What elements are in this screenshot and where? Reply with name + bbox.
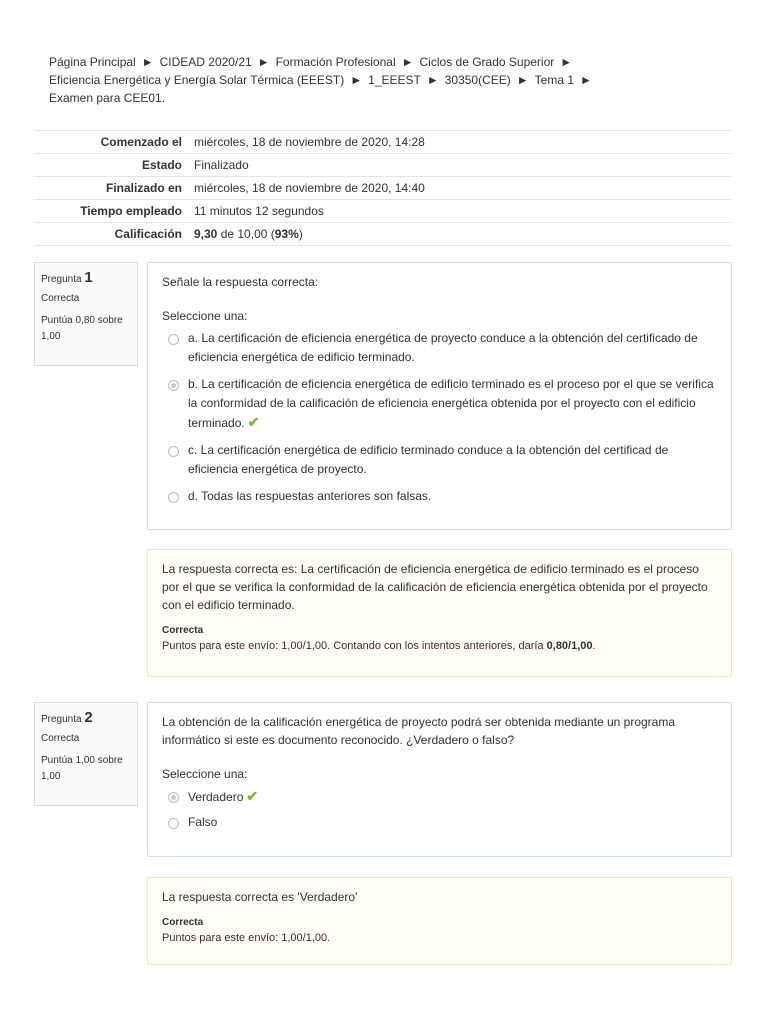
check-icon: ✔	[246, 788, 259, 804]
option-text: c. La certificación energética de edificio terminado conduce a la obtención del certificad de eficiencia energética de proyecto.	[188, 443, 669, 476]
radio-button[interactable]	[168, 446, 179, 457]
answer-option-true[interactable]	[162, 787, 717, 807]
breadcrumb-ciclos[interactable]: Ciclos de Grado Superior	[419, 55, 555, 69]
option-text: a. La certificación de eficiencia energética de proyecto conduce a la obtención del certificado de eficiencia energética de edificio terminado.	[188, 331, 698, 364]
question-number-value: 1	[84, 269, 93, 286]
points-bold: 0,80/1,00	[546, 640, 593, 652]
select-label: Seleccione una:	[162, 309, 248, 323]
correct-answer-text: La respuesta correcta es 'Verdadero'	[162, 890, 358, 904]
summary-row-started	[34, 131, 732, 154]
question-prompt: Señale la respuesta correcta:	[162, 275, 319, 289]
breadcrumb-cidead[interactable]: CIDEAD 2020/21	[159, 55, 252, 69]
question-state: Correcta	[41, 733, 80, 744]
points-text: Puntos para este envío: 1,00/1,00. Contando con los intentos anteriores, daría	[162, 640, 547, 652]
grade-close: )	[298, 227, 303, 241]
breadcrumb-separator-icon: ►	[350, 73, 363, 87]
summary-value: miércoles, 18 de noviembre de 2020, 14:28	[190, 131, 732, 154]
radio-button[interactable]	[168, 380, 179, 391]
radio-button[interactable]	[168, 334, 179, 345]
breadcrumb	[49, 53, 689, 107]
question-number	[41, 269, 131, 289]
question-grade: Puntúa 0,80 sobre 1,00	[41, 315, 123, 342]
summary-row-finished	[34, 177, 732, 200]
question-prefix: Pregunta	[41, 714, 82, 725]
breadcrumb-course[interactable]: Eficiencia Energética y Energía Solar Térmica (EEEST)	[49, 73, 345, 87]
question-2-feedback	[147, 877, 732, 965]
option-text: Verdadero	[188, 790, 244, 804]
feedback-state: Correcta	[162, 917, 204, 928]
summary-label: Finalizado en	[34, 177, 190, 200]
check-icon: ✔	[247, 414, 260, 430]
summary-row-state	[34, 154, 732, 177]
breadcrumb-separator-icon: ►	[516, 73, 529, 87]
option-text: b. La certificación de eficiencia energética de edificio terminado es el proceso por el que se verifica la conformidad de la calificación de eficiencia energética obtenida por el proyecto con el edificio terminado.	[188, 377, 714, 430]
radio-button[interactable]	[168, 818, 179, 829]
breadcrumb-home[interactable]: Página Principal	[49, 55, 136, 69]
summary-label: Estado	[34, 154, 190, 177]
grade-score: 9,30	[194, 227, 218, 241]
question-state: Correcta	[41, 293, 80, 304]
question-prefix: Pregunta	[41, 274, 82, 285]
question-prompt: La obtención de la calificación energética de proyecto podrá ser obtenida mediante un programa informático si este es documento reconocido. ¿Verdadero o falso?	[162, 715, 675, 747]
select-label: Seleccione una:	[162, 767, 248, 781]
question-1-content	[147, 262, 732, 530]
breadcrumb-separator-icon: ►	[401, 55, 414, 69]
breadcrumb-fp[interactable]: Formación Profesional	[275, 55, 396, 69]
question-number-value: 2	[84, 709, 93, 726]
breadcrumb-separator-icon: ►	[141, 55, 154, 69]
feedback-state: Correcta	[162, 625, 204, 636]
summary-label: Calificación	[34, 223, 190, 246]
correct-answer-text: La respuesta correcta es: La certificación de eficiencia energética de edificio terminado es el proceso por el que se verifica la conformidad de la calificación de eficiencia energética obtenida por el proyecto con el edificio terminado.	[162, 562, 708, 612]
radio-button[interactable]	[168, 492, 179, 503]
answer-option-a[interactable]	[162, 329, 717, 367]
summary-value: 11 minutos 12 segundos	[190, 200, 732, 223]
feedback-points	[162, 638, 717, 654]
attempt-summary-table	[34, 130, 732, 246]
breadcrumb-tema[interactable]: Tema 1	[534, 73, 575, 87]
question-grade: Puntúa 1,00 sobre 1,00	[41, 755, 123, 782]
summary-value: Finalizado	[190, 154, 732, 177]
question-2-content	[147, 702, 732, 857]
summary-value: miércoles, 18 de noviembre de 2020, 14:40	[190, 177, 732, 200]
breadcrumb-cee[interactable]: 30350(CEE)	[444, 73, 511, 87]
breadcrumb-separator-icon: ►	[580, 73, 592, 87]
feedback-points: Puntos para este envío: 1,00/1,00.	[162, 932, 331, 944]
answer-option-c[interactable]	[162, 441, 717, 479]
grade-percent: 93%	[274, 227, 299, 241]
question-number	[41, 709, 131, 729]
grade-of: de 10,00 (	[220, 227, 275, 241]
grade-value	[190, 223, 732, 246]
answer-option-d[interactable]	[162, 487, 717, 506]
question-1-info	[34, 262, 138, 366]
breadcrumb-separator-icon: ►	[426, 73, 439, 87]
breadcrumb-exam[interactable]: Examen para CEE01.	[49, 91, 166, 105]
question-1-feedback	[147, 549, 732, 677]
breadcrumb-separator-icon: ►	[257, 55, 270, 69]
summary-label: Tiempo empleado	[34, 200, 190, 223]
option-text: Falso	[188, 815, 218, 829]
answer-option-false[interactable]	[162, 813, 717, 832]
points-end: .	[592, 640, 596, 652]
summary-row-time	[34, 200, 732, 223]
breadcrumb-separator-icon: ►	[560, 55, 573, 69]
summary-row-grade	[34, 223, 732, 246]
breadcrumb-eeest[interactable]: 1_EEEST	[368, 73, 421, 87]
answer-option-b[interactable]	[162, 375, 717, 433]
summary-label: Comenzado el	[34, 131, 190, 154]
question-2-info	[34, 702, 138, 806]
option-text: d. Todas las respuestas anteriores son falsas.	[188, 489, 432, 503]
radio-button[interactable]	[168, 792, 179, 803]
